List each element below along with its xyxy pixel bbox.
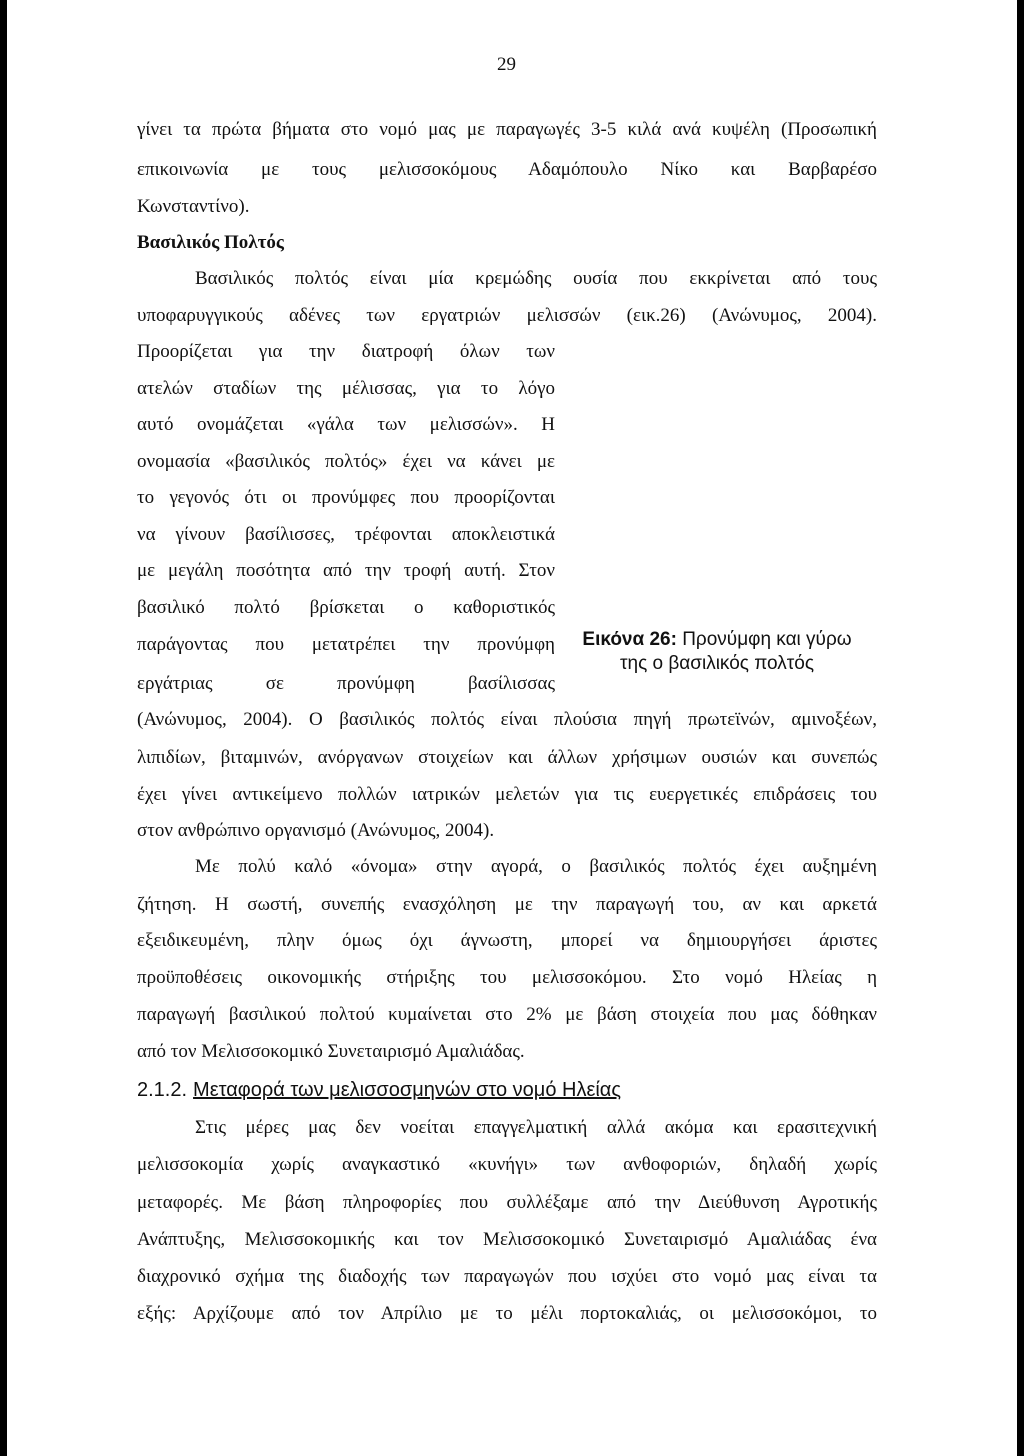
document-page [7,0,1017,1456]
paragraph-line: στον ανθρώπινο οργανισμό (Ανώνυμος, 2004). [137,820,495,841]
subsection-heading [137,1077,621,1103]
paragraph-line: γίνει τα πρώτα βήματα στο νομό μας με παραγωγές 3-5 κιλά ανά κυψέλη (Προσωπική [137,119,877,140]
paragraph-line: με μεγάλη ποσότητα από την τροφή αυτή. Στον [137,560,555,581]
paragraph-line: ζήτηση. Η σωστή, συνεπής ενασχόληση με την παραγωγή του, αν και αρκετά [137,894,877,915]
paragraph-line: εξής: Αρχίζουμε από τον Απρίλιο με το μέλι πορτοκαλιάς, οι μελισσοκόμοι, το [137,1303,877,1324]
paragraph-line: υποφαρυγγικούς αδένες των εργατριών μελισσών (εικ.26) (Ανώνυμος, 2004). [137,305,877,326]
paragraph-line: Βασιλικός πολτός είναι μία κρεμώδης ουσία που εκκρίνεται από τους [195,268,877,289]
paragraph-line: επικοινωνία με τους μελισσοκόμους Αδαμόπουλο Νίκο και Βαρβαρέσο [137,159,877,180]
paragraph-line: από τον Μελισσοκομικό Συνεταιρισμό Αμαλιάδας. [137,1041,525,1062]
paragraph-line: το γεγονός ότι οι προνύμφες που προορίζονται [137,487,555,508]
paragraph-line: λιπιδίων, βιταμινών, ανόργανων στοιχείων και άλλων χρήσιμων ουσιών και συνεπώς [137,747,877,768]
paragraph-line: προϋποθέσεις οικονομικής στήριξης του μελισσοκόμου. Στο νομό Ηλείας η [137,967,877,988]
figure-caption-text-2: της ο βασιλικός πολτός [620,653,814,674]
figure-caption-text: Προνύμφη και γύρω [676,629,852,650]
figure-caption [582,628,852,676]
paragraph-line: παράγοντας που μετατρέπει την προνύμφη [137,634,555,655]
page-number: 29 [497,54,516,75]
paragraph-line: Ανάπτυξης, Μελισσοκομικής και τον Μελισσοκομικό Συνεταιρισμό Αμαλιάδας ένα [137,1229,877,1250]
paragraph-line: διαχρονικό σχήμα της διαδοχής των παραγωγών που ισχύει στο νομό μας είναι τα [137,1266,877,1287]
paragraph-line: αυτό ονομάζεται «γάλα των μελισσών». Η [137,414,555,435]
paragraph-line: να γίνουν βασίλισσες, τρέφονται αποκλειστικά [137,524,555,545]
subsection-number: 2.1.2. [137,1079,188,1101]
section-heading: Βασιλικός Πολτός [137,232,284,253]
figure-caption-label: Εικόνα 26: [582,629,677,650]
paragraph-line: ονομασία «βασιλικός πολτός» έχει να κάνει με [137,451,555,472]
paragraph-line: (Ανώνυμος, 2004). Ο βασιλικός πολτός είναι πλούσια πηγή πρωτεϊνών, αμινοξέων, [137,709,877,730]
paragraph-line: ατελών σταδίων της μέλισσας, για το λόγο [137,378,555,399]
paragraph-line: εξειδικευμένη, πλην όμως όχι άγνωστη, μπορεί να δημιουργήσει άριστες [137,930,877,951]
paragraph-line: Με πολύ καλό «όνομα» στην αγορά, ο βασιλικός πολτός έχει αυξημένη [195,856,877,877]
paragraph-line: βασιλικό πολτό βρίσκεται ο καθοριστικός [137,597,555,618]
paragraph-line: έχει γίνει αντικείμενο πολλών ιατρικών μελετών για τις ευεργετικές επιδράσεις του [137,784,877,805]
paragraph-line: εργάτριας σε προνύμφη βασίλισσας [137,673,555,694]
paragraph-line: παραγωγή βασιλικού πολτού κυμαίνεται στο 2% με βάση στοιχεία που μας δόθηκαν [137,1004,877,1025]
paragraph-line: Στις μέρες μας δεν νοείται επαγγελματική αλλά ακόμα και ερασιτεχνική [195,1117,877,1138]
paragraph-line: Προορίζεται για την διατροφή όλων των [137,341,555,362]
paragraph-line: μεταφορές. Με βάση πληροφορίες που συλλέξαμε από την Διεύθυνση Αγροτικής [137,1192,877,1213]
paragraph-line: μελισσοκομία χωρίς αναγκαστικό «κυνήγι» των ανθοφοριών, δηλαδή χωρίς [137,1154,877,1175]
subsection-title: Μεταφορά των μελισσοσμηνών στο νομό Ηλείας [193,1079,622,1101]
paragraph-line: Κωνσταντίνο). [137,196,250,217]
